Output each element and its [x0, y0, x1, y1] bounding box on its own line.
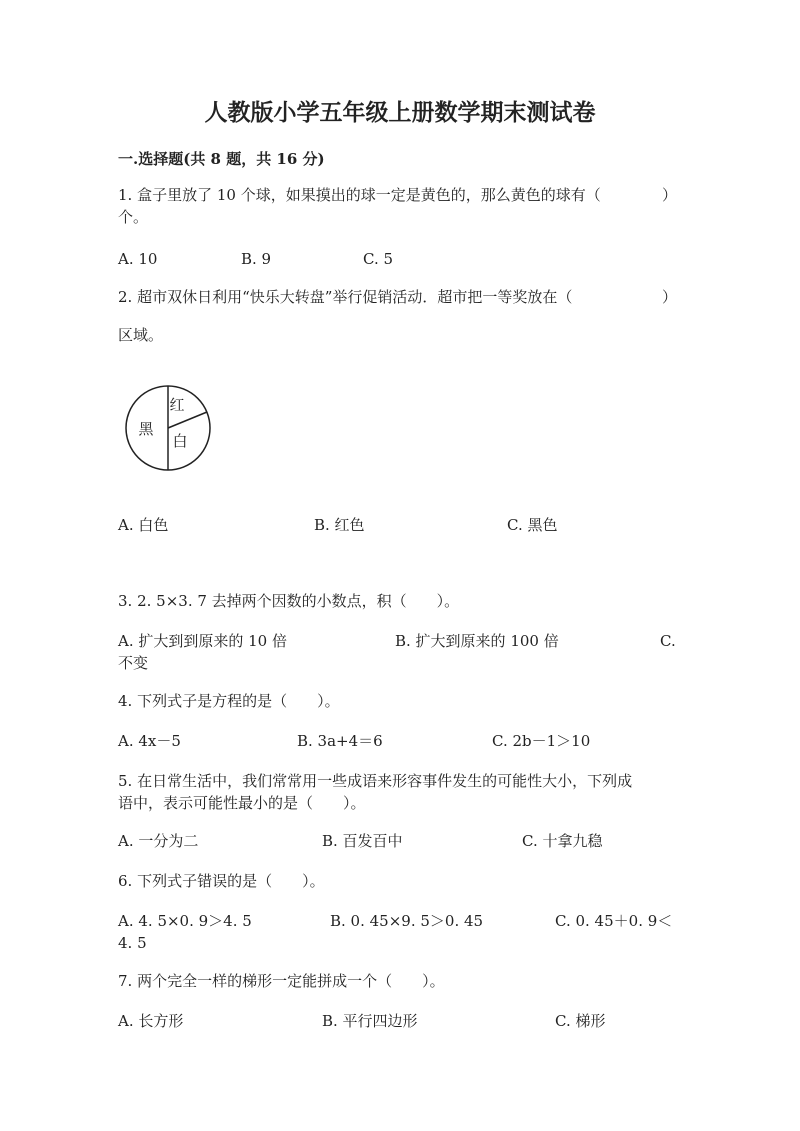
question-1-continuation: 个。 — [118, 208, 149, 226]
question-6-option-b: B. 0. 45×9. 5＞0. 45 — [330, 912, 484, 930]
question-4-option-b: B. 3a+4＝6 — [297, 732, 383, 750]
question-3-option-b: B. 扩大到原来的 100 倍 — [395, 632, 559, 650]
question-4-option-c: C. 2b－1＞10 — [492, 732, 591, 750]
question-2-close-paren: ） — [662, 288, 678, 306]
prize-wheel-diagram — [118, 380, 218, 480]
wheel-label-red: 红 — [169, 396, 185, 414]
question-1-close-paren: ） — [662, 186, 678, 204]
wheel-label-black: 黑 — [138, 420, 154, 438]
question-1-option-b: B. 9 — [241, 250, 272, 268]
question-5-option-a: A. 一分为二 — [118, 832, 199, 850]
question-7-option-b: B. 平行四边形 — [322, 1012, 418, 1030]
question-6-text: 6. 下列式子错误的是（ ）。 — [118, 872, 325, 890]
question-6-continuation: 4. 5 — [118, 934, 147, 952]
question-5-text: 5. 在日常生活中，我们常常用一些成语来形容事件发生的可能性大小，下列成 — [118, 772, 633, 790]
question-5-option-b: B. 百发百中 — [322, 832, 403, 850]
question-1-text: 1. 盒子里放了 10 个球，如果摸出的球一定是黄色的，那么黄色的球有（ — [118, 186, 601, 204]
question-6-option-c: C. 0. 45＋0. 9＜ — [555, 912, 673, 930]
question-5-option-c: C. 十拿九稳 — [522, 832, 603, 850]
question-2-option-b: B. 红色 — [314, 516, 365, 534]
question-3-text: 3. 2. 5×3. 7 去掉两个因数的小数点，积（ ）。 — [118, 592, 460, 610]
question-2-continuation: 区域。 — [118, 326, 164, 344]
question-4-option-a: A. 4x－5 — [118, 732, 181, 750]
question-2-option-c: C. 黑色 — [507, 516, 558, 534]
question-3-option-a: A. 扩大到到原来的 10 倍 — [118, 632, 287, 650]
question-3-option-c: C. — [660, 632, 676, 650]
question-7-text: 7. 两个完全一样的梯形一定能拼成一个（ ）。 — [118, 972, 445, 990]
question-2-text: 2. 超市双休日利用“快乐大转盘”举行促销活动．超市把一等奖放在（ — [118, 288, 573, 306]
question-3-continuation: 不变 — [118, 654, 149, 672]
section-heading: 一.选择题(共 8 题，共 16 分) — [118, 150, 325, 168]
page-title: 人教版小学五年级上册数学期末测试卷 — [204, 99, 596, 126]
question-2-option-a: A. 白色 — [118, 516, 169, 534]
question-4-text: 4. 下列式子是方程的是（ ）。 — [118, 692, 340, 710]
question-1-option-c: C. 5 — [363, 250, 394, 268]
question-7-option-a: A. 长方形 — [118, 1012, 184, 1030]
wheel-label-white: 白 — [172, 432, 188, 450]
question-5-continuation: 语中，表示可能性最小的是（ ）。 — [118, 794, 366, 812]
question-6-option-a: A. 4. 5×0. 9＞4. 5 — [118, 912, 252, 930]
question-7-option-c: C. 梯形 — [555, 1012, 606, 1030]
question-1-option-a: A. 10 — [118, 250, 158, 268]
